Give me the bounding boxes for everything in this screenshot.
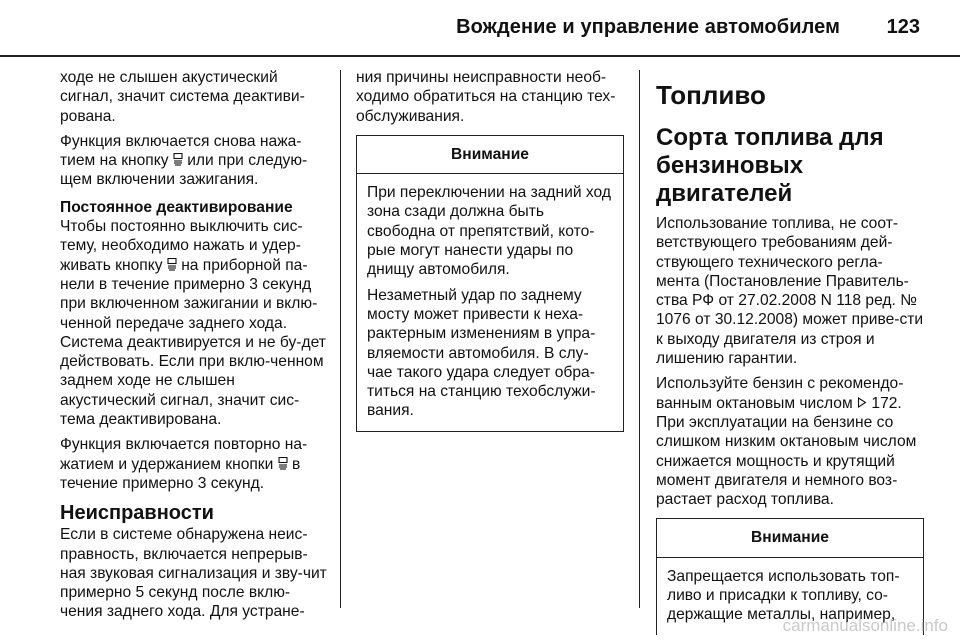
text: Функция включается повторно на-жатием и удержанием кнопки [60,436,308,473]
text: на приборной па-нели в течение примерно 3 секунд при включенном зажигании и вклю-ченной передаче заднего хода. Система деактивируется и не бу-дет действовать. Если при вклю-ченном заднем ходе не слышен акустический сигнал, значит сис-тема деактивирована. [60,256,326,429]
section-heading: Сорта топлива для бензиновых двигателей [656,124,884,207]
column-3 [656,80,924,635]
page-reference[interactable]: 172 [871,394,898,412]
paragraph: Если в системе обнаружена неис-правность, включается непрерыв-ная звуковая сигнализация и зву-чит примерно 5 секунд после вклю-чения заднего хода. Для устране- [60,526,327,621]
warning-box [356,135,624,432]
paragraph: ния причины неисправности необ-ходимо обратиться на станцию тех-обслуживания. [356,69,616,125]
header-divider [0,55,960,57]
section-heading: Неисправности [60,502,214,525]
column-divider [639,70,640,608]
paragraph: ходе не слышен акустический сигнал, значит система деактиви-рована. [60,69,305,125]
paragraph: При переключении на задний ход зона сзади должна быть свободна от препятствий, кото-рые могут нанести удары по днищу автомобиля. [367,184,611,279]
page-reference-icon[interactable] [857,395,867,408]
section-heading: Постоянное деактивирование [60,198,293,216]
column-1 [60,68,328,628]
column-2 [356,68,624,432]
parking-sensor-icon [278,456,288,469]
paragraph: Незаметный удар по заднему мосту может привести к неха-рактерным изменениям в упра-вляемости автомобиля. В слу-чае такого удара следует обра-титься на станцию техобслужи-вания. [367,286,596,420]
page-header [0,0,960,52]
text: Используйте бензин с рекомендо-ванным октановым числом [656,375,904,412]
parking-sensor-icon [173,152,183,165]
text: Чтобы постоянно выключить сис-тему, необходимо нажать и удер-живать кнопку [60,218,303,274]
chapter-heading: Топливо [656,80,766,110]
paragraph [60,435,328,493]
watermark: carmanualsonline.info [782,616,948,635]
paragraph: Использование топлива, не соот-ветствующего требованиям дей-ствующего технического регла-мента (Постановление Правитель-ства РФ от 27.02.2008 N 118 ред. № 1076 от 30.12.2008) может приве-сти к выходу двигателя из строя и лишению гарантии. [656,215,924,368]
text: . При эксплуатации на бензине со слишком низким октановым числом снижается мощность и крутящий момент двигателя и немного воз-растает расход топлива. [656,394,917,509]
text: Функция включается снова нажа-тием на кнопку [60,132,302,170]
warning-body [357,174,623,431]
page-title: Вождение и управление автомобилем [456,16,840,38]
warning-title: Внимание [357,136,623,174]
warning-title: Внимание [657,519,923,557]
column-divider [340,70,341,608]
text: в течение примерно 3 секунд. [60,455,301,492]
page-number: 123 [886,16,920,38]
paragraph: Запрещается использовать топ-ливо и присадки к топливу, со-держащие металлы, например, [667,567,900,624]
parking-sensor-icon [167,257,177,270]
paragraph [60,217,328,429]
text: или при следую-щем включении зажигания. [60,152,308,189]
paragraph [656,374,924,509]
paragraph [60,132,328,190]
